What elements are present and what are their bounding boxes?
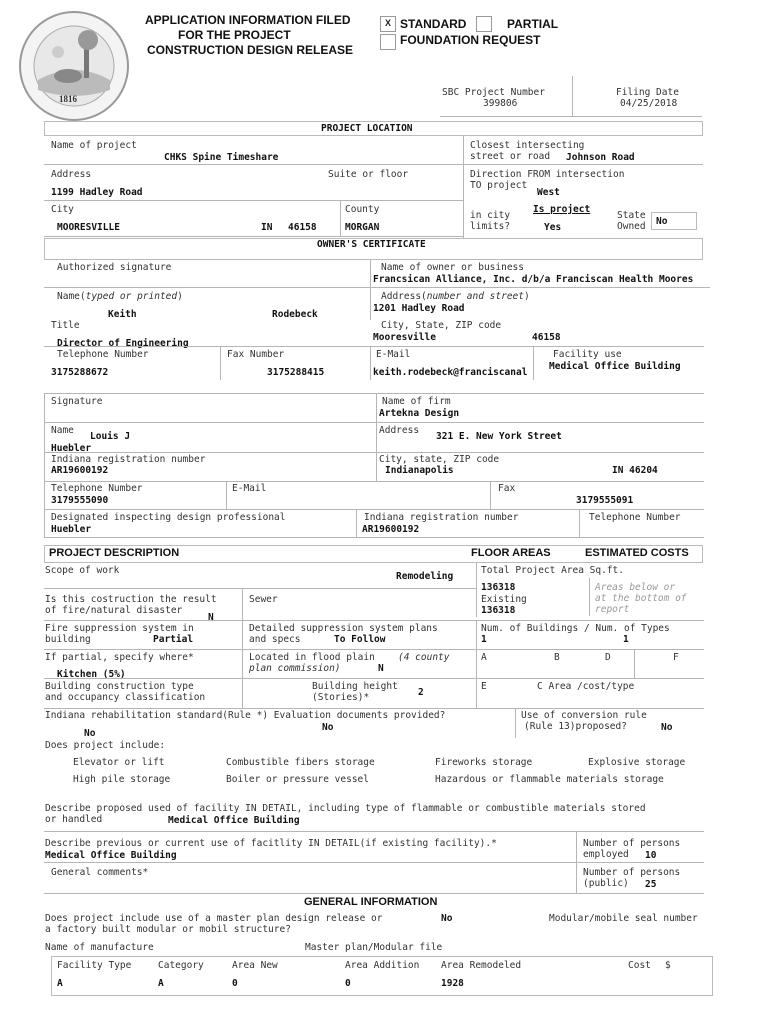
direction-label-2: TO project <box>470 180 528 191</box>
partial-where-value[interactable]: Kitchen (5%) <box>57 669 126 680</box>
describe-value[interactable]: Medical Office Building <box>168 815 300 826</box>
direction-value[interactable]: West <box>537 187 560 198</box>
sewer-label: Sewer <box>249 594 278 605</box>
grade-a: A <box>481 652 487 663</box>
owner-address-label: Address(number and street) <box>381 291 530 302</box>
fire-label-2: building <box>45 634 91 645</box>
conversion-label-2: (Rule 13)proposed? <box>524 721 627 732</box>
master-file-label: Master plan/Modular file <box>305 942 443 953</box>
existing-label: Existing <box>481 594 527 605</box>
describe-label-1: Describe proposed used of facility IN DETAIL, including type of flammable or combustible materials stored <box>45 803 646 814</box>
flood-label-2: plan commission) <box>249 663 341 674</box>
standard-checkbox[interactable] <box>380 16 396 32</box>
master-label-2: a factory built modular or mobil structure? <box>45 924 291 935</box>
designer-fax-value[interactable]: 3179555091 <box>576 495 634 506</box>
partial-where-label: If partial, specify where* <box>45 652 194 663</box>
is-project-label: Is project <box>533 204 591 215</box>
th-cost-currency: $ <box>665 960 671 971</box>
designer-address-value[interactable]: 321 E. New York Street <box>436 431 562 442</box>
th-facility-type: Facility Type <box>57 960 132 971</box>
total-area-value[interactable]: 136318 <box>481 582 516 593</box>
in-city-value[interactable]: Yes <box>544 222 562 233</box>
foundation-label: FOUNDATION REQUEST <box>400 33 541 47</box>
areas-note-2: at the bottom of <box>595 593 687 604</box>
disaster-label-1: Is this costruction the result <box>45 594 217 605</box>
designer-fax-label: Fax <box>498 483 516 494</box>
include-elevator[interactable]: Elevator or lift <box>73 757 165 768</box>
city-value[interactable]: MOORESVILLE <box>57 222 120 233</box>
rehab-value-2[interactable]: No <box>84 728 96 739</box>
th-area-addition: Area Addition <box>345 960 420 971</box>
total-area-label: Total Project Area Sq.ft. <box>481 565 624 576</box>
zip-value[interactable]: 46158 <box>288 222 317 233</box>
project-location-heading: PROJECT LOCATION <box>321 123 413 134</box>
address-label: Address <box>51 169 92 180</box>
designer-first-name[interactable]: Louis J <box>90 431 131 442</box>
project-name-label: Name of project <box>51 140 137 151</box>
county-label: County <box>345 204 380 215</box>
td-category[interactable]: A <box>158 978 164 989</box>
title-value[interactable]: Director of Engineering <box>57 338 189 349</box>
detailed-label-2: and specs <box>249 634 301 645</box>
fire-value[interactable]: Partial <box>153 634 194 645</box>
public-label-1: Number of persons <box>583 867 681 878</box>
manufacture-label: Name of manufacture <box>45 942 154 953</box>
seal-year: 1816 <box>59 94 77 104</box>
employed-value[interactable]: 10 <box>645 850 657 861</box>
public-label-2: (public) <box>583 878 629 889</box>
grade-e: E <box>481 681 487 692</box>
title-line-1: APPLICATION INFORMATION FILED <box>145 13 351 27</box>
direction-label-1: Direction FROM intersection <box>470 169 625 180</box>
partial-label: PARTIAL <box>507 17 559 31</box>
flood-value[interactable]: N <box>378 663 384 674</box>
project-description-heading: PROJECT DESCRIPTION <box>49 547 180 559</box>
owner-last-name[interactable]: Rodebeck <box>272 309 318 320</box>
facility-label: Facility use <box>553 349 622 360</box>
designer-address-label: Address <box>379 425 420 436</box>
owner-zip-value[interactable]: 46158 <box>532 332 561 343</box>
state-owned-label-1: State <box>617 210 646 221</box>
areas-note-3: report <box>595 604 630 615</box>
project-name-value[interactable]: CHKS Spine Timeshare <box>164 152 279 163</box>
areas-note-1: Areas below or <box>595 582 676 593</box>
grade-b: B <box>554 652 560 663</box>
city-label: City <box>51 204 74 215</box>
describe-label-2: or handled <box>45 814 103 825</box>
inspect-value[interactable]: Huebler <box>51 524 92 535</box>
master-value[interactable]: No <box>441 913 453 924</box>
scope-label: Scope of work <box>45 565 120 576</box>
detailed-label-1: Detailed suppression system plans <box>249 623 438 634</box>
include-label: Does project include: <box>45 740 166 751</box>
suite-label: Suite or floor <box>328 169 409 180</box>
partial-checkbox[interactable] <box>476 16 492 32</box>
owner-phone-value[interactable]: 3175288672 <box>51 367 109 378</box>
closest-value[interactable]: Johnson Road <box>566 152 635 163</box>
owner-city-value[interactable]: Mooresville <box>373 332 436 343</box>
state-owned-value: No <box>656 216 668 227</box>
in-city-label-1: in city <box>470 210 511 221</box>
inspect-reg-label: Indiana registration number <box>364 512 519 523</box>
closest-label-1: Closest intersecting <box>470 140 585 151</box>
designer-phone-value[interactable]: 3179555090 <box>51 495 109 506</box>
general-info-heading: GENERAL INFORMATION <box>304 896 438 908</box>
types-value[interactable]: 1 <box>623 634 629 645</box>
previous-label: Describe previous or current use of facitlity IN DETAIL(if existing facility).* <box>45 838 497 849</box>
owner-name-value[interactable]: Francsican Alliance, Inc. d/b/a Franciscan Health Moores <box>373 274 694 285</box>
bct-label-1: Building construction type <box>45 681 194 692</box>
buildings-value[interactable]: 1 <box>481 634 487 645</box>
owner-fax-label: Fax Number <box>227 349 285 360</box>
modular-seal-label: Modular/mobile seal number <box>549 913 698 924</box>
designer-city-value[interactable]: Indianapolis <box>385 465 454 476</box>
owner-address-value[interactable]: 1201 Hadley Road <box>373 303 465 314</box>
standard-label: STANDARD <box>400 17 467 31</box>
scope-value[interactable]: Remodeling <box>396 571 454 582</box>
designer-csz-label: City, state, ZIP code <box>379 454 500 465</box>
td-area-remodeled[interactable]: 1928 <box>441 978 464 989</box>
inspect-label: Designated inspecting design professional <box>51 512 286 523</box>
include-fireworks[interactable]: Fireworks storage <box>435 757 533 768</box>
disaster-label-2: of fire/natural disaster <box>45 605 183 616</box>
state-owned-label-2: Owned <box>617 221 646 232</box>
owner-print-name-label: Name(typed or printed) <box>57 291 183 302</box>
rehab-label: Indiana rehabilitation standard(Rule *) Evaluation documents provided? <box>45 710 446 721</box>
height-label-2: (Stories)* <box>312 692 370 703</box>
owner-name-label: Name of owner or business <box>381 262 524 273</box>
firm-value[interactable]: Artekna Design <box>379 408 460 419</box>
conversion-label-1: Use of conversion rule <box>521 710 647 721</box>
county-value[interactable]: MORGAN <box>345 222 380 233</box>
grade-f: F <box>673 652 679 663</box>
public-value[interactable]: 25 <box>645 879 657 890</box>
bct-label-2: and occupancy classification <box>45 692 206 703</box>
flood-label-1: Located in flood plain <box>249 652 375 663</box>
designer-last-name[interactable]: Huebler <box>51 443 92 454</box>
include-boiler[interactable]: Boiler or pressure vessel <box>226 774 369 785</box>
sbc-label: SBC Project Number <box>442 87 545 98</box>
firm-label: Name of firm <box>382 396 451 407</box>
th-area-new: Area New <box>232 960 278 971</box>
title-line-3: CONSTRUCTION DESIGN RELEASE <box>147 43 354 57</box>
employed-label-2: employed <box>583 849 629 860</box>
height-value[interactable]: 2 <box>418 687 424 698</box>
filing-label: Filing Date <box>616 87 679 98</box>
previous-value[interactable]: Medical Office Building <box>45 850 177 861</box>
standard-check-mark: X <box>385 18 392 28</box>
inspect-reg-value[interactable]: AR19600192 <box>362 524 420 535</box>
c-area-label: C Area /cost/type <box>537 681 635 692</box>
th-category: Category <box>158 960 204 971</box>
designer-reg-label: Indiana registration number <box>51 454 206 465</box>
owner-heading: OWNER'S CERTIFICATE <box>317 239 426 250</box>
th-cost: Cost <box>628 960 651 971</box>
conversion-value[interactable]: No <box>661 722 673 733</box>
auth-sig-label: Authorized signature <box>57 262 172 273</box>
include-combustible[interactable]: Combustible fibers storage <box>226 757 375 768</box>
owner-csz-label: City, State, ZIP code <box>381 320 502 331</box>
foundation-checkbox[interactable] <box>380 34 396 50</box>
title-line-2: FOR THE PROJECT <box>178 28 291 42</box>
rehab-value[interactable]: No <box>322 722 334 733</box>
fire-label-1: Fire suppression system in <box>45 623 194 634</box>
include-high-pile[interactable]: High pile storage <box>73 774 171 785</box>
comments-label: General comments* <box>51 867 149 878</box>
address-value[interactable]: 1199 Hadley Road <box>51 187 143 198</box>
estimated-costs-heading: ESTIMATED COSTS <box>585 547 689 559</box>
flood-label-1b: (4 county <box>398 652 450 663</box>
owner-fax-value[interactable]: 3175288415 <box>267 367 325 378</box>
sbc-value: 399806 <box>483 98 518 109</box>
existing-value[interactable]: 136318 <box>481 605 516 616</box>
designer-email-label: E-Mail <box>232 483 267 494</box>
designer-reg-value[interactable]: AR19600192 <box>51 465 109 476</box>
owner-email-value[interactable]: keith.rodebeck@franciscanal <box>373 367 528 378</box>
state-seal-icon <box>18 10 130 122</box>
floor-areas-heading: FLOOR AREAS <box>471 547 551 559</box>
td-facility-type[interactable]: A <box>57 978 63 989</box>
closest-label-2: street or road <box>470 151 551 162</box>
employed-label-1: Number of persons <box>583 838 681 849</box>
buildings-label: Num. of Buildings / Num. of Types <box>481 623 670 634</box>
signature-label: Signature <box>51 396 103 407</box>
include-explosive[interactable]: Explosive storage <box>588 757 686 768</box>
designer-phone-label: Telephone Number <box>51 483 143 494</box>
owner-email-label: E-Mail <box>376 349 411 360</box>
owner-phone-label: Telephone Number <box>57 349 149 360</box>
master-label-1: Does project include use of a master plan design release or <box>45 913 383 924</box>
in-city-label-2: limits? <box>470 221 511 232</box>
title-label: Title <box>51 320 80 331</box>
disaster-value[interactable]: N <box>208 612 214 623</box>
owner-first-name[interactable]: Keith <box>108 309 137 320</box>
designer-name-label: Name <box>51 425 74 436</box>
td-area-new[interactable]: 0 <box>232 978 238 989</box>
state-owned-box[interactable] <box>651 212 697 230</box>
state-value[interactable]: IN <box>261 222 273 233</box>
facility-value[interactable]: Medical Office Building <box>549 361 681 372</box>
height-label-1: Building height <box>312 681 398 692</box>
td-area-addition[interactable]: 0 <box>345 978 351 989</box>
grade-d: D <box>605 652 611 663</box>
th-area-remodeled: Area Remodeled <box>441 960 522 971</box>
filing-value: 04/25/2018 <box>620 98 678 109</box>
inspect-phone-label: Telephone Number <box>589 512 681 523</box>
designer-state-zip-value[interactable]: IN 46204 <box>612 465 658 476</box>
detailed-value[interactable]: To Follow <box>334 634 386 645</box>
include-hazardous[interactable]: Hazardous or flammable materials storage <box>435 774 664 785</box>
